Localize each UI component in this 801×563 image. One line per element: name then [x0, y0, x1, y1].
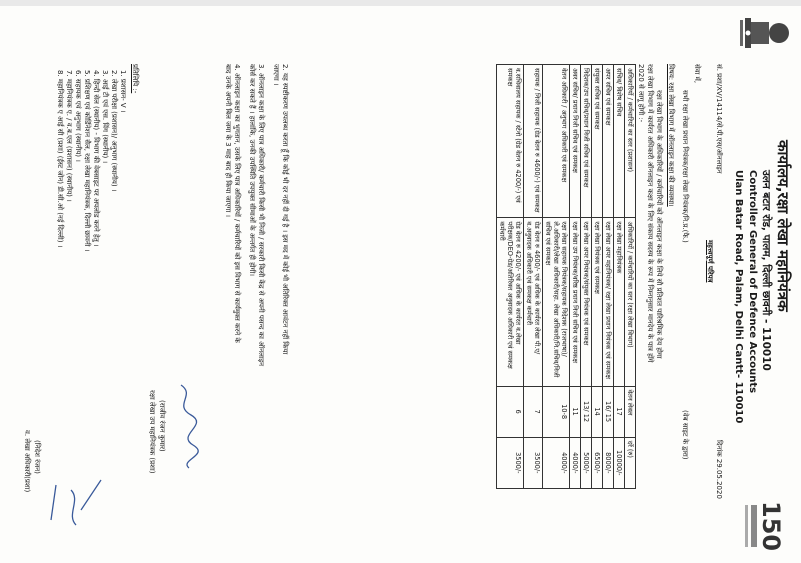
via-website: (वेब साइट के द्वारा)	[681, 410, 689, 460]
table-cell: रक्षा लेखा अपर महानियंत्रक/ रक्षा लेखा प्रधान नियंत्रक एवं समकक्ष	[603, 218, 614, 386]
table-cell: वेतन अधिकारी / अनुभाग अधिकारी एवं समकक्ष	[543, 65, 570, 218]
point-4-line-2: बाद उनके अपनी बिल जमा के 3 माह बाद ही किया जाएगा ।	[224, 64, 232, 218]
table-cell: व.सचिवालय सहायक / स्टेनो (ग्रेड वेतन रु 4200/-) एवं समकक्ष	[497, 65, 524, 218]
table-cell: 3500/-	[497, 437, 524, 488]
table-cell: संयुक्त सचिव एवं समकक्ष	[592, 65, 603, 218]
table-cell: रक्षा लेखा उप नियंत्रक/वरिष्ठ प्रधान निजी सचिव एवं समकक्ष	[570, 218, 581, 386]
anniversary-logo-icon	[737, 497, 793, 555]
table-cell: रक्षा लेखा महानियंत्रक	[614, 218, 625, 386]
office-name-english: Controller General of Defence Accounts	[747, 170, 758, 394]
table-cell: 10000/-	[614, 437, 625, 488]
address-hindi: उलन बटार रोड, पालम, दिल्ली छावनी - 110010	[760, 170, 772, 371]
handwritten-initials	[41, 470, 111, 540]
intro-line-3: 2020 से लागू होगी :-	[637, 64, 645, 123]
point-2-line-1: 2. यह स्पष्टीकरण उपलब्ध करता हूँ कि कोई भी दर नहीं दी गई है । इस मद में कोई भी अतिरिक्त आवंटन नहीं किया	[281, 64, 289, 355]
table-cell: 17	[614, 386, 625, 437]
honorarium-table	[496, 64, 636, 489]
national-emblem-icon	[729, 8, 793, 58]
point-3-line-2: कोर्स कर सकते हैं । हालांकि, उनकी उपस्थिति उपयुक्त सीमाओं के अन्तर्गत ही होगी।	[248, 64, 256, 277]
table-cell: अपर सचिव एवं समकक्ष	[603, 65, 614, 218]
table-cell: अवर सचिव/ प्रधान निजी सचिव एवं समकक्ष	[570, 65, 581, 218]
priority-label: महत्त्वपूर्ण परिपत्र	[706, 240, 714, 283]
table-row	[524, 65, 543, 489]
table-header: वेतन लेवल	[625, 386, 636, 437]
table-cell: 7	[524, 386, 543, 437]
signatory-designation: रक्षा लेखा उप महानियंत्रक (प्रशा)	[148, 390, 156, 474]
table-cell: 5000/-	[581, 437, 592, 488]
point-4-line-1: 4. ऑनलाइन कक्षा का भुगतान, उसके लिए पात्र अधिकारियों / कर्मचारियों को इस विभाग से कार्यमुक्त करने के	[233, 64, 241, 343]
letter-date: दिनांक 29.05.2020	[715, 440, 723, 499]
office-name-hindi: कार्यालय,रक्षा लेखा महानियंत्रक	[774, 140, 792, 312]
table-cell: ग्रेड वेतन रु 4600/- एवं अधिक के कार्यरत लेखा पी.ए/व.अनुवादक अधिकारी एवं समकक्ष कर्मचारी	[524, 218, 543, 386]
table-cell: 11	[570, 386, 581, 437]
point-2-line-2: जाएगा ।	[272, 64, 280, 86]
table-cell: 16/ 15	[603, 386, 614, 437]
table-cell: ग्रेड वेतन रु 4200/- एवं अधिक के कार्यरत व.लेखा परीक्षक/DEO-ग्रेड/अतिरिक्त अनुवादक अधिकारी एवं समकक्ष कर्मचारी	[497, 218, 524, 386]
to-label: सेवा में,	[693, 64, 701, 84]
copy-item: 5. प्रशिक्षण एवं कोर्डिनेशन सैल, रक्षा लेखा महानियंत्रक, दिल्ली छावनी ।	[83, 70, 91, 252]
copy-item: 4. हिन्दी सेल (स्थानीय) - विभाग की वेबसाइट पर अपलोड करने हेतु ।	[92, 70, 100, 247]
intro-line-2: रक्षा लेखा विभाग में कार्यरत अधिकारी ऑनलाइन कक्षा के लिए संकाय सदस्य के रूप में निम्नानुसार मानदेय के पात्र होंगे	[646, 64, 654, 363]
subject-line: विषय: रक्षा लेखा विभाग में ऑनलाइन कक्षा की व्यवस्था।	[667, 64, 675, 207]
handwritten-signature	[171, 380, 201, 470]
recipient-line: सभी रक्षा लेखा प्रधान नियंत्रक/रक्षा लेखा नियंत्रक/नि.प्र.(फै.)	[681, 90, 689, 243]
table-row	[603, 65, 614, 489]
svg-text:150: 150	[757, 501, 785, 552]
table-row	[614, 65, 625, 489]
reference-number: सं. प्रशा/XV/14114/से.पी.एस/ऑनलाइन	[715, 64, 723, 174]
copy-footer-designation: व. लेखा अधिकारी(प्रशा)	[23, 430, 31, 493]
table-cell: रक्षा लेखा नियंत्रक एवं समकक्ष	[592, 218, 603, 386]
table-cell: सहायक / निजी सहायक (ग्रेड वेतन रु 4600/-) एवं समकक्ष	[524, 65, 543, 218]
table-header: अधिकारियों / कर्मचारियों का स्तर (प्रशासन)	[625, 65, 636, 218]
copy-item: 8. महानियंत्रक ए आई सी (प्रशा) (ईस्ट जोन) डी.सी.ओ (नई दिल्ली) ।	[56, 70, 64, 248]
table-cell: 3500/-	[524, 437, 543, 488]
scan-edge	[0, 0, 801, 6]
table-cell: 14	[592, 386, 603, 437]
table-row	[592, 65, 603, 489]
copy-item: 6. सहायक एवं अनुभाग (स्थानीय) ।	[74, 70, 82, 162]
table-header: दरें (रु)	[625, 437, 636, 488]
copy-item: 2. लेखा परीक्षा (प्रशासन)/ अनुभाग (स्थानीय) ।	[110, 70, 118, 192]
table-cell: 6	[497, 386, 524, 437]
point-3-line-1: 3. ऑनलाइन कक्षा के लिए पात्र अधिकारी/ कर्मचारी किसी भी निजी / सरकारी किसी केंद्र से अपनी पसन्द का ऑनलाइन	[257, 64, 265, 367]
table-cell: 4000/-	[570, 437, 581, 488]
table-row	[543, 65, 570, 489]
copy-item: 1. प्रशासन- V ।	[119, 70, 127, 113]
copy-to-label: प्रतिलिपि :-	[131, 64, 139, 94]
copy-item: 7. महानियंत्रक ए. / व.ब.एल (प्रशासन) (स्थानीय) ।	[65, 70, 73, 202]
address-english: Ulan Batar Road, Palam, Delhi Cantt- 110010	[733, 170, 744, 424]
table-cell: रक्षा लेखा अपर नियंत्रक/संयुक्त नियंत्रक एवं समकक्ष	[581, 218, 592, 386]
table-cell: 10-8	[543, 386, 570, 437]
table-cell: निदेशक/उप सचिव/प्रधान निजी सचिव एवं समकक्ष	[581, 65, 592, 218]
table-cell: 6500/-	[592, 437, 603, 488]
signatory-name: (राजीव रंजन कुमार)	[158, 400, 166, 452]
table-cell: रक्षा लेखा सहायक नियंत्रक/सहायक निदेशक (राजभाषा)/ले.अधिकारी/लेखा अधिकारी/सहा. लेखा अधिकारी/नि.सचिव/निजी सचिव एवं समकक्ष	[543, 218, 570, 386]
table-row	[570, 65, 581, 489]
table-header: अधिकारियों / कर्मचारियों का स्तर (रक्षा लेखा विभाग)	[625, 218, 636, 386]
copy-item: 3. आई टी एवं एस. विंग (स्थानीय) ।	[101, 70, 109, 164]
table-row	[581, 65, 592, 489]
intro-line-1: रक्षा लेखा विभाग के अधिकारियों / कर्मचारियों को ऑनलाइन कक्षा के लिये सौ प्रतिशत पारिश्रमिक देय होगा	[655, 90, 663, 359]
table-cell: 13/ 12	[581, 386, 592, 437]
table-cell: सचिव/ विशेष सचिव	[614, 65, 625, 218]
table-cell: 4000/-	[543, 437, 570, 488]
table-row	[497, 65, 524, 489]
table-cell: 8000/-	[603, 437, 614, 488]
table-header-row	[625, 65, 636, 489]
copy-footer-name: (निदेश रंजन)	[33, 440, 41, 474]
